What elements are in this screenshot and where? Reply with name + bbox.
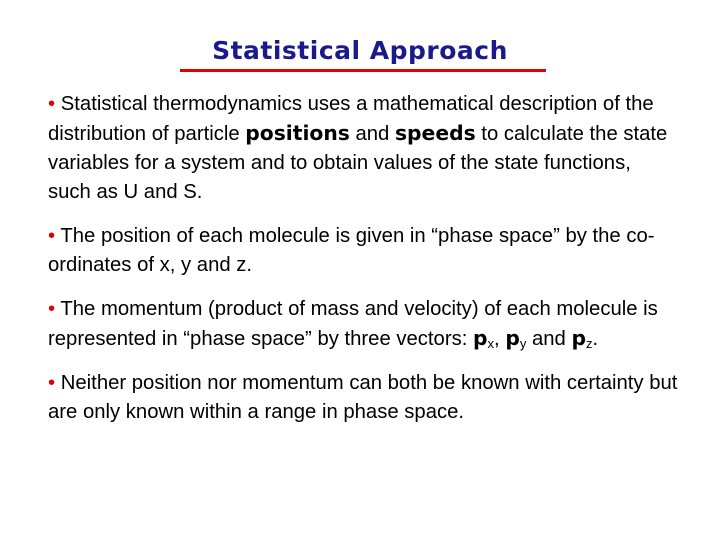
- bullet-dot: •: [48, 298, 56, 320]
- bullet-item: [48, 369, 678, 427]
- vector-subscript: z: [586, 336, 593, 351]
- vector-symbol: p: [571, 326, 586, 350]
- vector-subscript: x: [487, 336, 495, 351]
- bullet-item: [48, 295, 678, 354]
- vector-subscript: y: [519, 336, 527, 351]
- bullet-list: [48, 90, 678, 442]
- bullet-dot: •: [48, 225, 56, 247]
- bullet-text: Neither position nor momentum can both be known with certainty but are only known within a range in phase space.: [48, 372, 678, 423]
- bullet-text: Statistical thermodynamics uses a mathematical description of the distribution of particle: [48, 93, 654, 145]
- vector-symbol: p: [473, 326, 488, 350]
- bullet-dot: •: [48, 93, 56, 115]
- bold-term: positions: [245, 121, 350, 145]
- bullet-text: ,: [494, 328, 506, 350]
- bullet-text: and: [349, 123, 395, 145]
- bullet-text: The position of each molecule is given in “phase space” by the co-ordinates of x, y and z.: [48, 225, 655, 276]
- bullet-text: and: [526, 328, 572, 350]
- bullet-text: .: [592, 328, 599, 350]
- bullet-item: [48, 90, 678, 207]
- bullet-item: [48, 222, 678, 280]
- vector-symbol: p: [505, 326, 520, 350]
- slide-title: Statistical Approach: [212, 36, 508, 65]
- bullet-text: to calculate the state variables for a system and to obtain values of the state functions, such as U and S.: [48, 123, 668, 203]
- bold-term: speeds: [394, 121, 476, 145]
- title-underline: [180, 69, 546, 72]
- bullet-text: The momentum (product of mass and velocity) of each molecule is represented in “phase space” by three vectors:: [48, 298, 658, 350]
- bullet-dot: •: [48, 372, 56, 394]
